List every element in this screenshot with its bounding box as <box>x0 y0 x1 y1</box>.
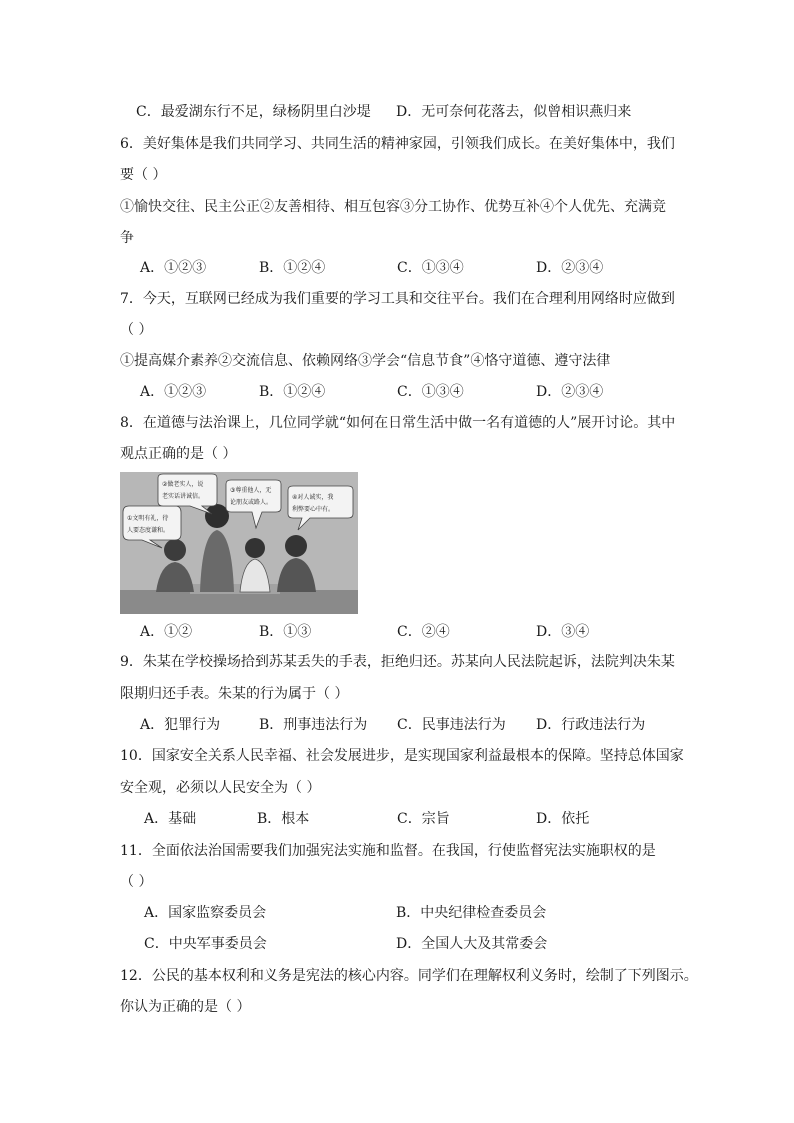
student-2-head <box>205 504 229 528</box>
q8-stem-line-2: 观点正确的是（ ） <box>120 446 237 462</box>
q11-options-row-2 <box>144 934 704 954</box>
bubble-1-line-1: ①文明有礼，待 <box>127 515 169 522</box>
q7-option-c: C．①③④ <box>397 384 464 400</box>
q6-items-line-2: 争 <box>120 230 134 246</box>
q8-discussion-illustration <box>120 472 358 614</box>
q8-option-b: B．①③ <box>259 624 312 640</box>
q5-option-d: D．无可奈何花落去，似曾相识燕归来 <box>396 104 632 120</box>
q8-options <box>140 622 700 642</box>
q9-stem-line-2: 限期归还手表。朱某的行为属于（ ） <box>120 686 349 702</box>
q8-option-a: A．①② <box>140 624 193 640</box>
q10-option-b: B．根本 <box>257 811 310 827</box>
q10-stem-line-1: 10．国家安全关系人民幸福、社会发展进步，是实现国家利益最根本的保障。坚持总体国家 <box>120 748 684 764</box>
q10-option-d: D．依托 <box>536 811 590 827</box>
bubble-3-line-1: ③尊重他人，无 <box>230 487 272 494</box>
q7-option-d: D．②③④ <box>536 384 604 400</box>
q7-option-a: A．①②③ <box>140 384 207 400</box>
q11-option-b: B．中央纪律检查委员会 <box>396 905 547 921</box>
q9-option-a: A．犯罪行为 <box>140 717 221 733</box>
q12-stem-line-2: 你认为正确的是（ ） <box>120 999 251 1015</box>
q8-stem-line-1: 8．在道德与法治课上，几位同学就“如何在日常生活中做一名有道德的人”展开讨论。其中 <box>120 415 676 431</box>
student-3-head <box>245 538 265 558</box>
q6-option-d: D．②③④ <box>536 260 604 276</box>
q7-stem-line-2: （ ） <box>120 322 153 338</box>
q9-option-d: D．行政违法行为 <box>536 717 646 733</box>
q10-stem-line-2: 安全观，必须以人民安全为（ ） <box>120 780 321 796</box>
q6-items-line-1: ①愉快交往、民主公正②友善相待、相互包容③分工协作、优势互补④个人优先、充满竞 <box>120 199 666 215</box>
q9-options <box>140 715 700 735</box>
q11-stem-line-2: （ ） <box>120 874 153 890</box>
q9-option-c: C．民事违法行为 <box>397 717 506 733</box>
q6-stem-line-1: 6．美好集体是我们共同学习、共同生活的精神家园，引领我们成长。在美好集体中，我们 <box>120 136 675 152</box>
q9-option-b: B．刑事违法行为 <box>259 717 368 733</box>
student-4-head <box>285 535 307 557</box>
q7-option-b: B．①②④ <box>259 384 326 400</box>
q8-option-c: C．②④ <box>397 624 450 640</box>
bubble-1-line-2: 人要态度谦和。 <box>127 527 170 534</box>
q11-option-c: C．中央军事委员会 <box>144 936 267 952</box>
q11-options-row-1 <box>144 903 704 923</box>
q11-option-d: D．全国人大及其常委会 <box>396 936 548 952</box>
q7-items-line-1: ①提高媒介素养②交流信息、依赖网络③学会“信息节食”④恪守道德、遵守法律 <box>120 353 611 369</box>
bubble-2-line-1: ②做老实人，说 <box>162 481 204 488</box>
q6-option-a: A．①②③ <box>140 260 207 276</box>
bubble-3-line-2: 论朋友或路人。 <box>230 499 273 506</box>
q5-options <box>136 102 756 122</box>
bubble-4-line-2: 利弊要心中有。 <box>292 506 335 513</box>
q6-options <box>140 258 700 278</box>
q6-stem-line-2: 要（ ） <box>120 167 167 183</box>
q11-option-a: A．国家监察委员会 <box>144 905 267 921</box>
q11-stem-line-1: 11．全面依法治国需要我们加强宪法实施和监督。在我国，行使监督宪法实施职权的是 <box>120 843 656 859</box>
q6-option-b: B．①②④ <box>259 260 326 276</box>
q6-option-c: C．①③④ <box>397 260 464 276</box>
q10-option-a: A．基础 <box>144 811 197 827</box>
q7-options <box>140 382 700 402</box>
q8-option-d: D．③④ <box>536 624 590 640</box>
bubble-2-line-2: 老实话讲诚信。 <box>162 493 205 500</box>
q7-stem-line-1: 7．今天，互联网已经成为我们重要的学习工具和交往平台。我们在合理利用网络时应做到 <box>120 291 675 307</box>
bubble-4-line-1: ④对人诚实，我 <box>292 494 334 501</box>
q10-options <box>144 809 704 829</box>
q5-option-c: C．最爱湖东行不足，绿杨阴里白沙堤 <box>136 104 371 120</box>
q10-option-c: C．宗旨 <box>397 811 450 827</box>
student-1-head <box>164 539 186 561</box>
q8-illustration-svg <box>120 472 358 614</box>
q12-stem-line-1: 12．公民的基本权利和义务是宪法的核心内容。同学们在理解权利义务时，绘制了下列图示。 <box>120 968 698 984</box>
q9-stem-line-1: 9．朱某在学校操场拾到苏某丢失的手表，拒绝归还。苏某向人民法院起诉，法院判决朱某 <box>120 654 675 670</box>
